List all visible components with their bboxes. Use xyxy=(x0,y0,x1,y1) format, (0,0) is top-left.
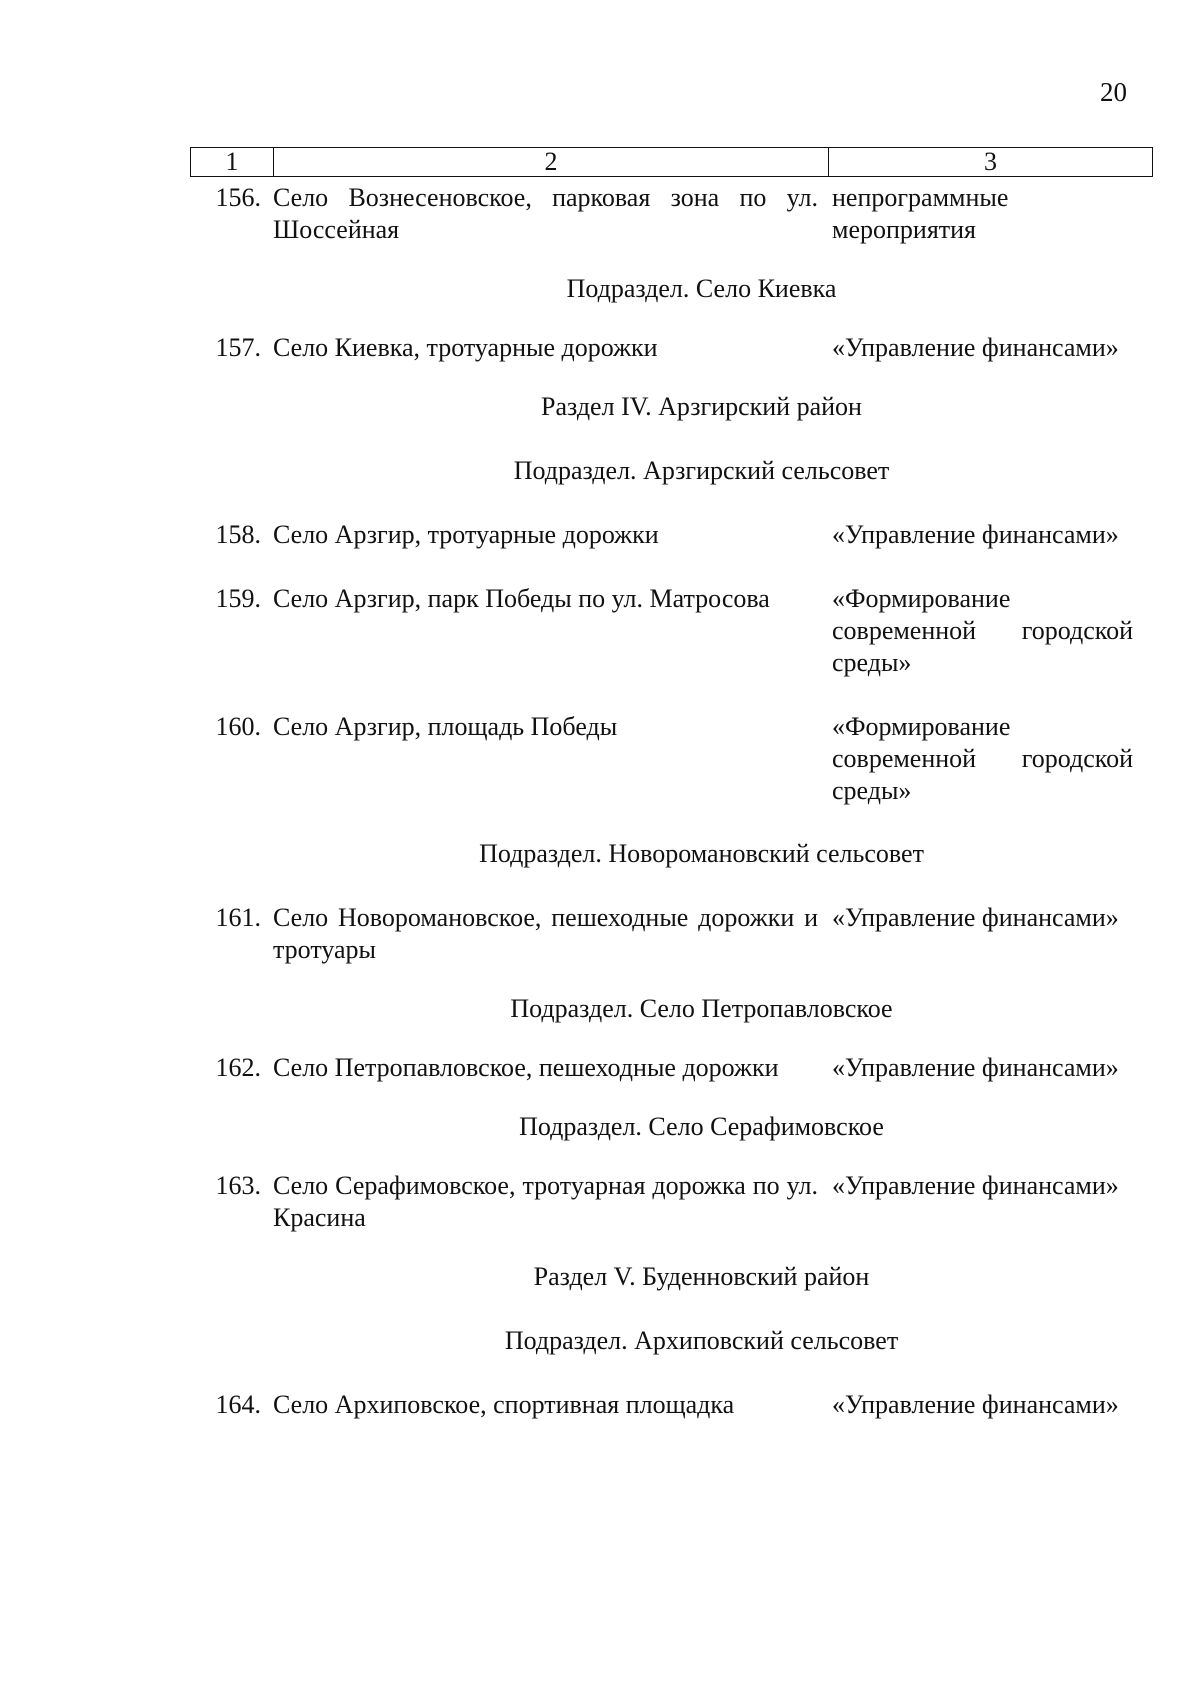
program-name: «Управление финансами» xyxy=(832,903,1119,932)
program-name: «Управление финансами» xyxy=(832,1053,1119,1082)
row-number: 160. xyxy=(215,712,261,741)
column-header-2: 2 xyxy=(274,148,829,176)
program-name: «Формирование современной городской среды» xyxy=(832,584,1133,677)
row-number: 161. xyxy=(215,903,261,932)
subsection-heading: Подраздел. Село Петропавловское xyxy=(510,994,893,1023)
table-row xyxy=(190,1389,1153,1421)
column-header-1: 1 xyxy=(191,148,274,176)
object-name: Село Новоромановское, пешеходные дорожки и тротуары xyxy=(273,903,818,964)
object-name: Село Арзгир, парк Победы по ул. Матросова xyxy=(273,584,770,613)
program-name: «Формирование современной городской среды» xyxy=(832,712,1133,805)
row-number: 162. xyxy=(215,1053,261,1082)
row-number: 159. xyxy=(215,584,261,613)
program-name: «Управление финансами» xyxy=(832,333,1119,362)
table-row xyxy=(190,519,1153,551)
subsection-heading: Подраздел. Архиповский сельсовет xyxy=(504,1326,899,1355)
table-body xyxy=(190,182,1153,1421)
section-heading: Раздел V. Буденновский район xyxy=(533,1262,870,1291)
section-heading: Раздел IV. Арзгирский район xyxy=(541,392,862,421)
table-row xyxy=(190,332,1153,364)
program-name: непрограммные мероприятия xyxy=(832,183,1009,244)
page-number: 20 xyxy=(1100,77,1127,107)
program-name: «Управление финансами» xyxy=(832,1171,1119,1200)
table-row xyxy=(190,902,1153,966)
row-number: 164. xyxy=(215,1390,261,1419)
object-name: Село Арзгир, тротуарные дорожки xyxy=(273,520,659,549)
subsection-heading: Подраздел. Село Киевка xyxy=(566,274,837,303)
column-header-row xyxy=(190,147,1153,177)
object-name: Село Петропавловское, пешеходные дорожки xyxy=(273,1053,779,1082)
subsection-heading: Подраздел. Село Серафимовское xyxy=(519,1112,884,1141)
program-name: «Управление финансами» xyxy=(832,1390,1119,1419)
object-name: Село Архиповское, спортивная площадка xyxy=(273,1390,735,1419)
subsection-heading: Подраздел. Новоромановский сельсовет xyxy=(479,839,924,868)
row-number: 157. xyxy=(215,333,261,362)
subsection-heading: Подраздел. Арзгирский сельсовет xyxy=(513,456,890,485)
row-number: 156. xyxy=(215,183,261,212)
object-name: Село Серафимовское, тротуарная дорожка по ул. Красина xyxy=(273,1171,818,1232)
table-row xyxy=(190,1052,1153,1084)
object-name: Село Вознесеновское, парковая зона по ул. Шоссейная xyxy=(273,183,818,244)
row-number: 163. xyxy=(215,1171,261,1200)
table-row xyxy=(190,711,1153,807)
table-row xyxy=(190,182,1153,246)
table-row xyxy=(190,583,1153,679)
program-name: «Управление финансами» xyxy=(832,520,1119,549)
column-header-3: 3 xyxy=(984,147,997,176)
object-name: Село Арзгир, площадь Победы xyxy=(273,712,618,741)
row-number: 158. xyxy=(215,520,261,549)
table-row xyxy=(190,1170,1153,1234)
object-name: Село Киевка, тротуарные дорожки xyxy=(273,333,658,362)
